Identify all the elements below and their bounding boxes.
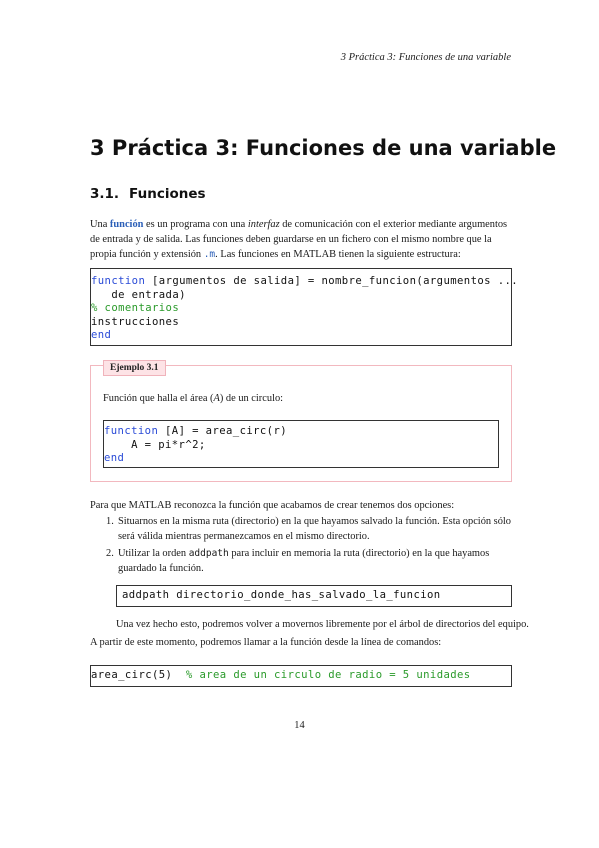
example-label: Ejemplo 3.1 — [103, 360, 166, 376]
section-number: 3.1. — [90, 186, 120, 202]
list-item — [106, 546, 512, 576]
code-text: area_circ(5) — [91, 669, 186, 681]
list-text-part: Utilizar la orden — [118, 548, 189, 559]
list-item — [106, 514, 512, 544]
italic-interfaz: interfaz — [247, 219, 280, 230]
intro-paragraph — [90, 217, 512, 262]
code-line — [104, 425, 498, 439]
code-line: de entrada) — [91, 288, 186, 301]
list-text: Situarnos en la misma ruta (directorio) en la que hayamos salvado la función. Esta opción sólo será válida mientras permanezcamos en el mismo directorio. — [118, 516, 512, 542]
running-header: 3 Práctica 3: Funciones de una variable — [340, 52, 511, 63]
list-marker: 2. — [106, 548, 114, 559]
code-keyword: function — [91, 275, 146, 287]
code-line: instrucciones — [91, 315, 180, 328]
code-text: [A] = area_circ(r) — [158, 425, 288, 437]
code-comment: % area de un circulo de radio = 5 unidades — [185, 669, 471, 681]
inline-command: addpath — [188, 548, 229, 559]
list-marker: 1. — [106, 516, 114, 527]
section-title-text: Funciones — [129, 186, 206, 202]
code-keyword: end — [104, 452, 125, 465]
intro-text: Una — [90, 219, 110, 230]
code-line — [91, 275, 519, 289]
example-text: Función que halla el área ( — [103, 393, 214, 404]
page-number: 14 — [294, 720, 305, 731]
intro-text: es un programa con una — [143, 219, 248, 230]
list-text — [118, 546, 512, 576]
intro-text: . Las funciones en MATLAB tienen la siguiente estructura: — [215, 249, 461, 260]
code-keyword: end — [91, 329, 112, 342]
intro-text: de comunicación con el exterior mediante argumentos de entrada y de salida. Las funciones deben guardarse en un fichero con el mismo nombre que la propia función y extensión — [90, 219, 508, 260]
code-keyword: function — [104, 425, 159, 437]
example-description — [103, 393, 283, 404]
code-block-example — [103, 420, 499, 468]
call-intro-paragraph: A partir de este momento, podremos llamar a la función desde la línea de comandos: — [90, 637, 442, 648]
example-box — [90, 365, 512, 482]
options-intro: Para que MATLAB reconozca la función que acabamos de crear tenemos dos opciones: — [90, 500, 455, 511]
code-line: A = pi*r^2; — [104, 438, 206, 451]
code-block-call — [90, 665, 512, 687]
extension-m: .m — [203, 249, 216, 260]
list-text-part: para incluir en memoria la ruta (directorio) en la que hayamos guardado la función. — [118, 548, 490, 574]
after-addpath-paragraph: Una vez hecho esto, podremos volver a movernos libremente por el árbol de directorios del equipo. — [116, 619, 529, 630]
code-comment: % comentarios — [91, 302, 180, 315]
code-text: [argumentos de salida] = nombre_funcion(argumentos ... — [145, 275, 519, 287]
chapter-title: 3 Práctica 3: Funciones de una variable — [90, 136, 557, 160]
example-text: ) de un circulo: — [219, 393, 284, 404]
code-block-structure — [90, 268, 519, 346]
code-block-addpath: addpath directorio_donde_has_salvado_la_funcion — [116, 585, 512, 607]
section-title — [90, 186, 206, 202]
keyword-funcion: función — [109, 219, 144, 230]
example-variable: A — [213, 393, 220, 404]
